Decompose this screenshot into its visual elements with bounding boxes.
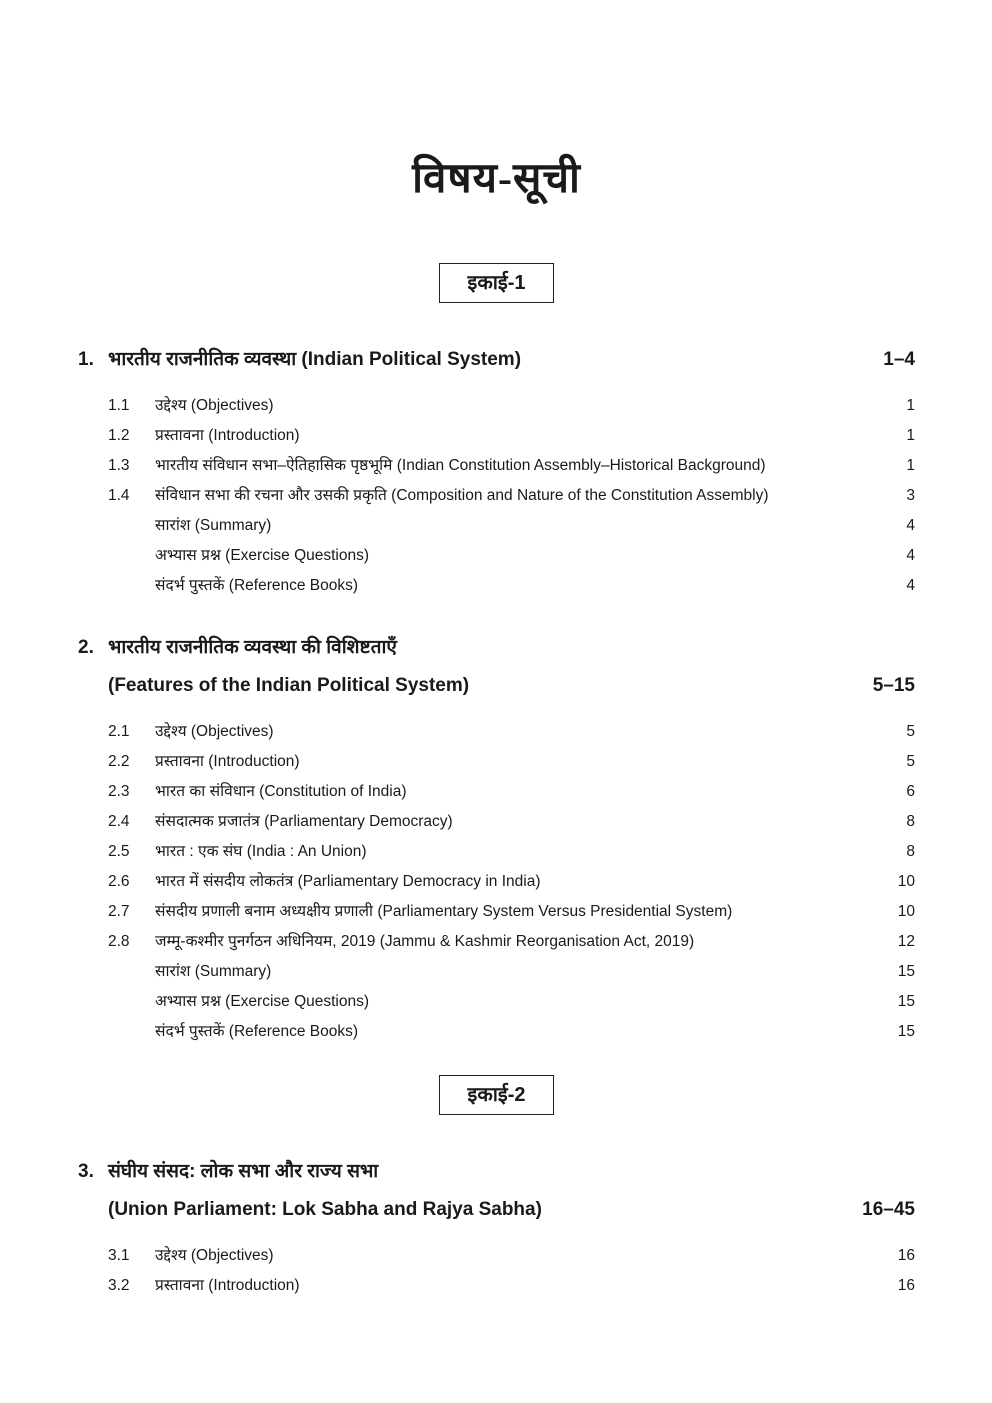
entry-number: 2.4 xyxy=(108,813,130,830)
entry-page-number: 4 xyxy=(906,547,915,564)
entry-label: भारतीय संविधान सभा–ऐतिहासिक पृष्ठभूमि (Indian Constitution Assembly–Historical Background) xyxy=(155,457,766,474)
chapter-title: (Union Parliament: Lok Sabha and Rajya Sabha) xyxy=(108,1199,542,1220)
entry-label: संसदीय प्रणाली बनाम अध्यक्षीय प्रणाली (Parliamentary System Versus Presidential System) xyxy=(155,903,733,920)
toc-entry xyxy=(78,837,915,867)
chapter-heading xyxy=(78,629,915,705)
entry-label: भारत में संसदीय लोकतंत्र (Parliamentary Democracy in India) xyxy=(155,873,541,890)
toc-entry xyxy=(78,571,915,601)
entry-label: संदर्भ पुस्तकें (Reference Books) xyxy=(155,577,359,594)
toc-entry xyxy=(78,927,915,957)
entry-label: प्रस्तावना (Introduction) xyxy=(155,753,300,770)
entry-number: 2.7 xyxy=(108,903,130,920)
entry-number: 1.4 xyxy=(108,487,130,504)
chapter-number: 3. xyxy=(78,1161,94,1182)
entry-page-number: 16 xyxy=(897,1247,915,1264)
entry-page-number: 4 xyxy=(906,577,915,594)
unit-badge-row xyxy=(78,1075,915,1115)
entry-label: सारांश (Summary) xyxy=(155,517,272,534)
entry-number: 2.3 xyxy=(108,783,130,800)
entry-page-number: 5 xyxy=(906,753,915,770)
entry-label: अभ्यास प्रश्न (Exercise Questions) xyxy=(155,993,370,1010)
entry-number: 2.5 xyxy=(108,843,130,860)
chapter-title: भारतीय राजनीतिक व्यवस्था की विशिष्टताएँ xyxy=(108,637,397,658)
toc-entry xyxy=(78,897,915,927)
entry-label: प्रस्तावना (Introduction) xyxy=(155,1277,300,1294)
toc-entry xyxy=(78,717,915,747)
chapter-page-range: 5–15 xyxy=(872,675,915,696)
chapter-heading-line xyxy=(78,1191,915,1229)
chapter-heading-line xyxy=(78,1153,915,1191)
entry-page-number: 15 xyxy=(897,963,915,980)
entry-label: जम्मू-कश्मीर पुनर्गठन अधिनियम, 2019 (Jammu & Kashmir Reorganisation Act, 2019) xyxy=(155,933,695,950)
toc-entry xyxy=(78,957,915,987)
toc-entry xyxy=(78,481,915,511)
entry-number: 1.3 xyxy=(108,457,130,474)
entry-number: 3.2 xyxy=(108,1277,130,1294)
page-title: विषय-सूची xyxy=(412,156,581,202)
entry-number: 2.2 xyxy=(108,753,130,770)
unit-badge: इकाई-1 xyxy=(439,263,555,303)
toc-entry xyxy=(78,777,915,807)
entry-label: उद्देश्य (Objectives) xyxy=(155,1247,274,1264)
toc-entry xyxy=(78,451,915,481)
toc-entry xyxy=(78,867,915,897)
entry-label: उद्देश्य (Objectives) xyxy=(155,397,274,414)
entry-number: 1.2 xyxy=(108,427,130,444)
entry-page-number: 1 xyxy=(906,397,915,414)
entry-page-number: 10 xyxy=(897,873,915,890)
chapter-page-range: 1–4 xyxy=(883,349,915,370)
entry-page-number: 10 xyxy=(897,903,915,920)
entry-label: भारत का संविधान (Constitution of India) xyxy=(155,783,407,800)
entry-page-number: 12 xyxy=(897,933,915,950)
table-of-contents xyxy=(78,263,915,1301)
toc-entry xyxy=(78,1271,915,1301)
chapter-entries xyxy=(78,391,915,601)
entry-label: प्रस्तावना (Introduction) xyxy=(155,427,300,444)
chapter-heading-line xyxy=(78,341,915,379)
chapter-page-range: 16–45 xyxy=(862,1199,915,1220)
entry-page-number: 1 xyxy=(906,427,915,444)
entry-number: 2.8 xyxy=(108,933,130,950)
entry-page-number: 15 xyxy=(897,993,915,1010)
entry-number: 2.1 xyxy=(108,723,130,740)
chapter-entries xyxy=(78,717,915,1047)
entry-page-number: 6 xyxy=(906,783,915,800)
chapter-heading-line xyxy=(78,629,915,667)
entry-page-number: 15 xyxy=(897,1023,915,1040)
toc-entry xyxy=(78,747,915,777)
unit-badge-row xyxy=(78,263,915,303)
toc-entry xyxy=(78,987,915,1017)
entry-number: 2.6 xyxy=(108,873,130,890)
chapter-title: (Features of the Indian Political System) xyxy=(108,675,470,696)
entry-label: संविधान सभा की रचना और उसकी प्रकृति (Composition and Nature of the Constitution Assembly) xyxy=(155,487,769,504)
entry-page-number: 8 xyxy=(906,843,915,860)
toc-entry xyxy=(78,541,915,571)
unit-badge: इकाई-2 xyxy=(439,1075,555,1115)
entry-label: संसदात्मक प्रजातंत्र (Parliamentary Democracy) xyxy=(155,813,453,830)
chapter-number: 1. xyxy=(78,349,94,370)
chapter-entries xyxy=(78,1241,915,1301)
entry-label: संदर्भ पुस्तकें (Reference Books) xyxy=(155,1023,359,1040)
entry-page-number: 1 xyxy=(906,457,915,474)
entry-page-number: 3 xyxy=(906,487,915,504)
entry-number: 1.1 xyxy=(108,397,130,414)
entry-label: सारांश (Summary) xyxy=(155,963,272,980)
entry-label: अभ्यास प्रश्न (Exercise Questions) xyxy=(155,547,370,564)
toc-entry xyxy=(78,1017,915,1047)
entry-page-number: 16 xyxy=(897,1277,915,1294)
entry-page-number: 8 xyxy=(906,813,915,830)
entry-label: उद्देश्य (Objectives) xyxy=(155,723,274,740)
entry-number: 3.1 xyxy=(108,1247,130,1264)
entry-page-number: 5 xyxy=(906,723,915,740)
toc-entry xyxy=(78,1241,915,1271)
entry-label: भारत : एक संघ (India : An Union) xyxy=(155,843,367,860)
toc-entry xyxy=(78,421,915,451)
toc-entry xyxy=(78,807,915,837)
chapter-heading xyxy=(78,1153,915,1229)
chapter-title: संघीय संसद: लोक सभा और राज्य सभा xyxy=(108,1161,379,1182)
chapter-title: भारतीय राजनीतिक व्यवस्था (Indian Political System) xyxy=(108,349,522,370)
chapter-heading xyxy=(78,341,915,379)
chapter-heading-line xyxy=(78,667,915,705)
toc-entry xyxy=(78,511,915,541)
chapter-number: 2. xyxy=(78,637,94,658)
entry-page-number: 4 xyxy=(906,517,915,534)
toc-entry xyxy=(78,391,915,421)
